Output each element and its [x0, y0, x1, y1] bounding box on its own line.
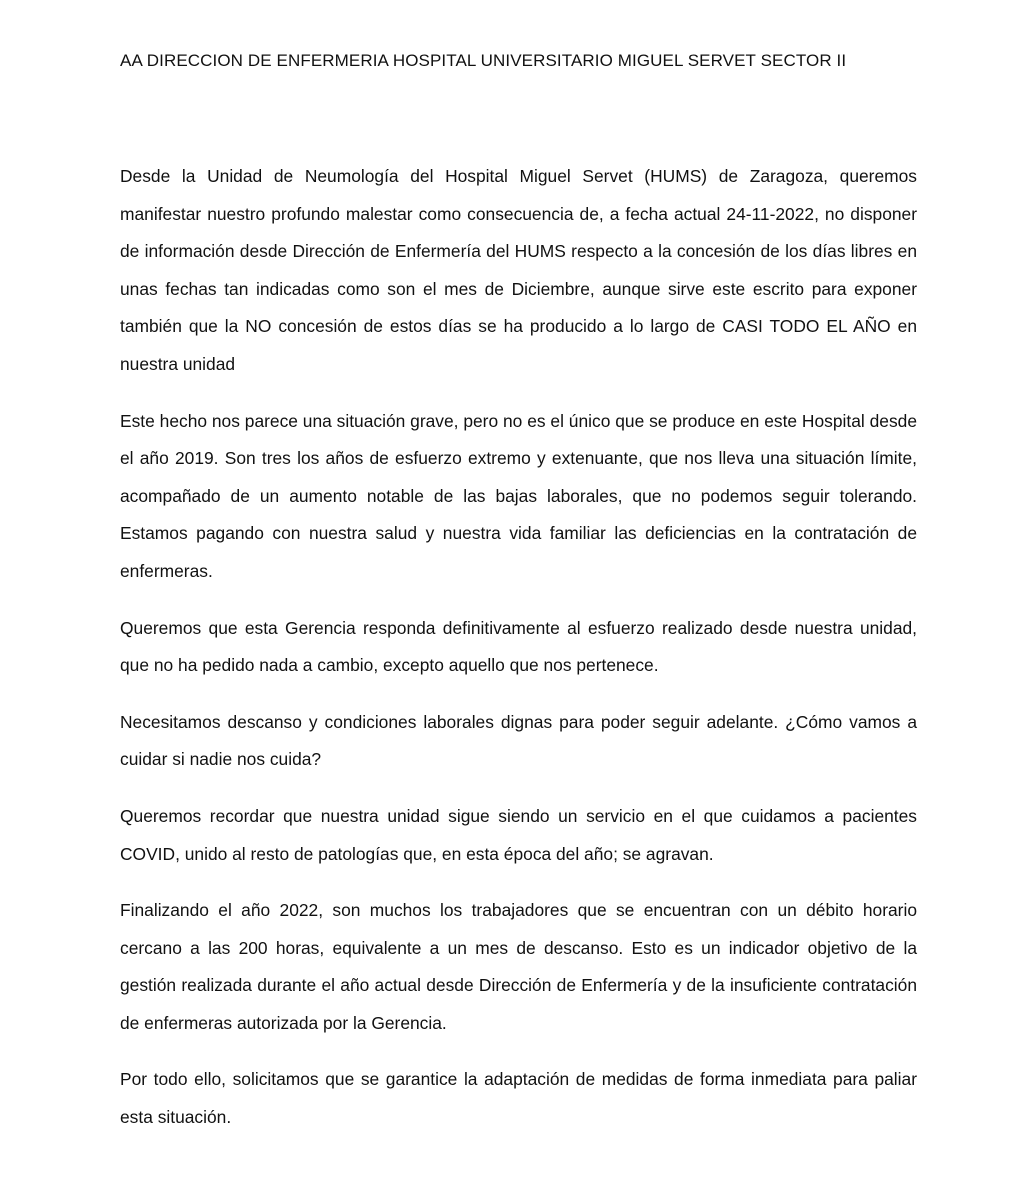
paragraph-3: Queremos que esta Gerencia responda definitivamente al esfuerzo realizado desde nuestra unidad, que no ha pedido nada a cambio, excepto aquello que nos pertenece.	[120, 617, 917, 676]
paragraph-6: Finalizando el año 2022, son muchos los trabajadores que se encuentran con un débito horario cercano a las 200 horas, equivalente a un mes de descanso. Esto es un indicador objetivo de la gestión realizada durante el año actual desde Dirección de Enfermería y de la insuficiente contratación de enfermeras autorizada por la Gerencia.	[120, 900, 917, 1033]
paragraph-5: Queremos recordar que nuestra unidad sigue siendo un servicio en el que cuidamos a pacientes COVID, unido al resto de patologías que, en esta época del año; se agravan.	[120, 805, 917, 864]
paragraph-7: Por todo ello, solicitamos que se garantice la adaptación de medidas de forma inmediata para paliar esta situación.	[120, 1069, 917, 1128]
paragraph-1: Desde la Unidad de Neumología del Hospital Miguel Servet (HUMS) de Zaragoza, queremos manifestar nuestro profundo malestar como consecuencia de, a fecha actual 24-11-2022, no disponer de información desde Dirección de Enfermería del HUMS respecto a la concesión de los días libres en unas fechas tan indicadas como son el mes de Diciembre, aunque sirve este escrito para exponer también que la NO concesión de estos días se ha producido a lo largo de CASI TODO EL AÑO en nuestra unidad	[120, 166, 917, 374]
document-header: AA DIRECCION DE ENFERMERIA HOSPITAL UNIVERSITARIO MIGUEL SERVET SECTOR II	[120, 51, 847, 70]
document-body	[120, 158, 917, 1156]
paragraph-4: Necesitamos descanso y condiciones laborales dignas para poder seguir adelante. ¿Cómo vamos a cuidar si nadie nos cuida?	[120, 711, 917, 770]
paragraph-2: Este hecho nos parece una situación grave, pero no es el único que se produce en este Hospital desde el año 2019. Son tres los años de esfuerzo extremo y extenuante, que nos lleva una situación límite, acompañado de un aumento notable de las bajas laborales, que no podemos seguir tolerando. Estamos pagando con nuestra salud y nuestra vida familiar las deficiencias en la contratación de enfermeras.	[120, 410, 917, 581]
